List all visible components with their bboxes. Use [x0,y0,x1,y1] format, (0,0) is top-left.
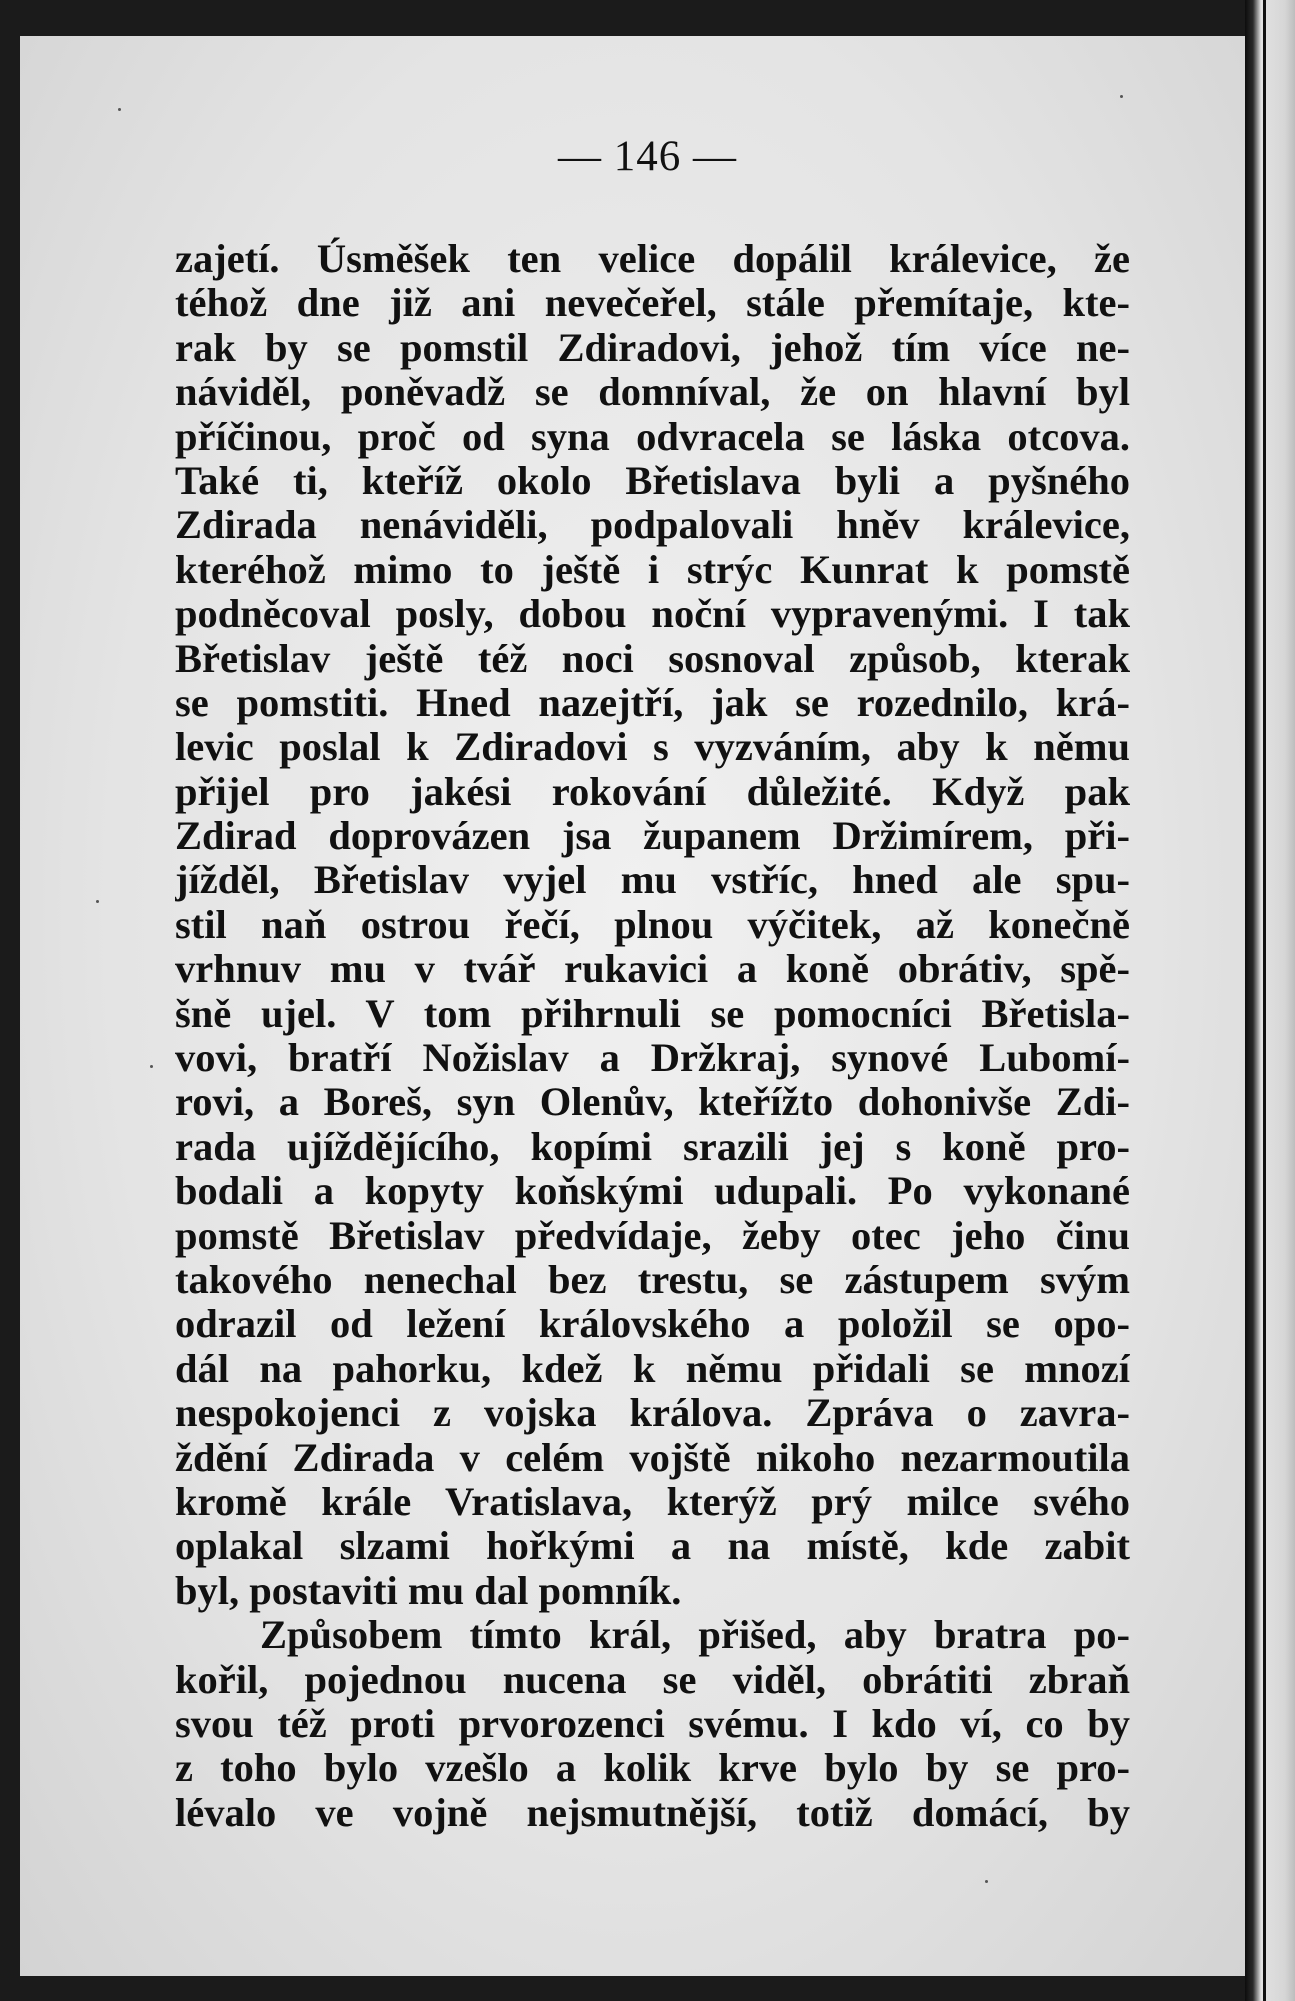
page-edge-shadow [1245,0,1295,2001]
text-line: nespokojenci z vojska králova. Zpráva o zavra- [175,1391,1130,1436]
body-text [175,237,1130,1835]
text-line: přijel pro jakési rokování důležité. Když pak [175,769,1130,814]
text-line: kromě krále Vratislava, kterýž prý milce svého [175,1479,1130,1524]
text-line: Také ti, kteříž okolo Břetislava byli a pyšného [175,458,1130,503]
text-line: pomstě Břetislav předvídaje, žeby otec jeho činu [175,1213,1130,1258]
text-line: z toho bylo vzešlo a kolik krve bylo by se pro- [175,1746,1130,1791]
text-line: Zdirada nenáviděli, podpalovali hněv králevice, [175,503,1130,548]
text-line: Zdirad doprovázen jsa županem Držimírem, při- [175,814,1130,859]
text-line: příčinou, proč od syna odvracela se láska otcova. [175,414,1130,459]
paper-speck [1120,95,1123,98]
binding-line [1263,0,1266,2001]
paper-speck [985,1880,988,1883]
text-line: oplakal slzami hořkými a na místě, kde zabit [175,1524,1130,1569]
text-line: dál na pahorku, kdež k němu přidali se mnozí [175,1346,1130,1391]
text-line: bodali a kopyty koňskými udupali. Po vykonané [175,1169,1130,1214]
text-line: takového nenechal bez trestu, se zástupem svým [175,1257,1130,1302]
text-line: se pomstiti. Hned nazejtří, jak se rozednilo, krá- [175,680,1130,725]
text-line: Způsobem tímto král, přišed, aby bratra po- [260,1613,1130,1658]
text-line: svou též proti prvorozenci svému. I kdo ví, co by [175,1701,1130,1746]
text-line: stil naň ostrou řečí, plnou výčitek, až konečně [175,902,1130,947]
text-line: náviděl, poněvadž se domníval, že on hlavní byl [175,370,1130,415]
page-number: — 146 — [558,133,737,180]
text-line: zajetí. Úsměšek ten velice dopálil králevice, že [175,237,1130,281]
text-line: podněcoval posly, dobou noční vypravenými. I tak [175,592,1130,637]
text-line: téhož dne již ani nevečeřel, stále přemítaje, kte- [175,281,1130,326]
text-line: jížděl, Břetislav vyjel mu vstříc, hned ale spu- [175,858,1130,903]
text-line: rak by se pomstil Zdiradovi, jehož tím více ne- [175,325,1130,370]
text-line: ždění Zdirada v celém vojště nikoho nezarmoutila [175,1435,1130,1480]
text-line: šně ujel. V tom přihrnuli se pomocníci Břetisla- [175,991,1130,1036]
text-line: byl, postaviti mu dal pomník. [175,1568,682,1613]
text-line: Břetislav ještě též noci sosnoval způsob, kterak [175,636,1130,681]
text-line: lévalo ve vojně nejsmutnější, totiž domácí, by [175,1790,1130,1835]
text-line: vrhnuv mu v tvář rukavici a koně obrátiv, spě- [175,947,1130,992]
text-line: odrazil od ležení královského a položil se opo- [175,1302,1130,1347]
text-line: vovi, bratří Nožislav a Držkraj, synové Lubomí- [175,1036,1130,1081]
text-line: levic poslal k Zdiradovi s vyzváním, aby k němu [175,725,1130,770]
text-line: kteréhož mimo to ještě i strýc Kunrat k pomstě [175,547,1130,592]
text-line: rada ujíždějícího, kopími srazili jej s koně pro- [175,1124,1130,1169]
paper-speck [96,900,99,903]
paper-speck [118,108,121,111]
text-line: rovi, a Boreš, syn Olenův, kteřížto dohonivše Zdi- [175,1080,1130,1125]
text-line: kořil, pojednou nucena se viděl, obrátiti zbraň [175,1657,1130,1702]
paper-speck [150,1065,153,1068]
